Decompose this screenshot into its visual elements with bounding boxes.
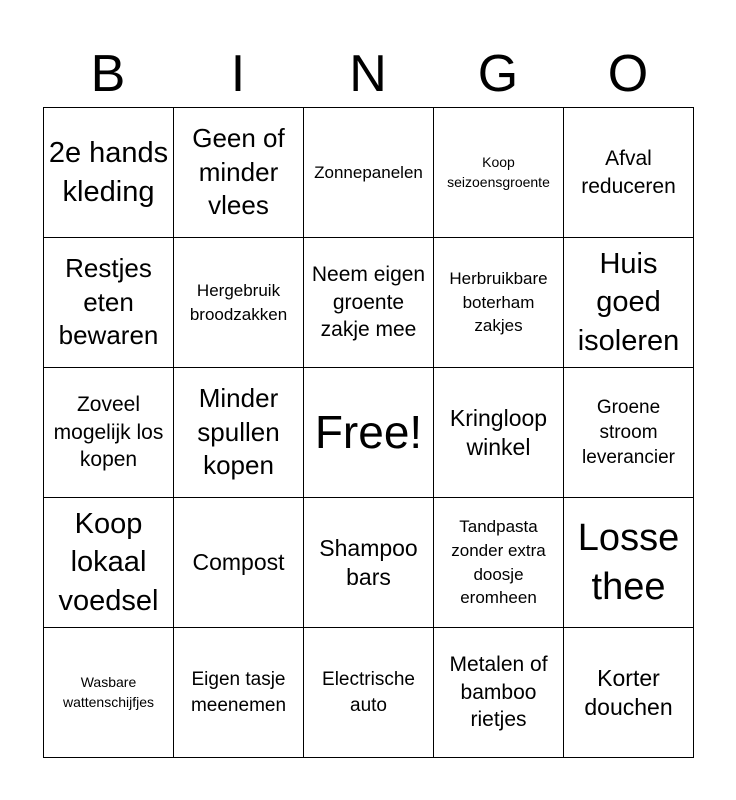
bingo-cell	[564, 498, 694, 628]
cell-text: 2e hands kleding	[48, 137, 169, 208]
bingo-cell	[434, 108, 564, 238]
bingo-cell	[304, 628, 434, 758]
cell-text: Koop lokaal voedsel	[58, 508, 159, 617]
cell-text: Koop seizoensgroente	[447, 153, 550, 190]
header-letter-n: N	[349, 45, 387, 103]
bingo-cell	[304, 108, 434, 238]
header-letter-o: O	[607, 45, 649, 103]
cell-text: Eigen tasje meenemen	[190, 669, 287, 716]
bingo-cell	[434, 498, 564, 628]
free-space-text: Free!	[314, 405, 423, 458]
bingo-cell	[44, 368, 174, 498]
bingo-grid	[43, 107, 694, 758]
cell-text: Huis goed isoleren	[577, 248, 680, 357]
cell-text: Neem eigen groente zakje mee	[311, 262, 426, 342]
header-letter-b: B	[90, 45, 126, 103]
bingo-cell	[564, 238, 694, 368]
cell-text: Compost	[192, 549, 285, 576]
bingo-cell	[174, 108, 304, 238]
cell-text: Geen of minder vlees	[192, 122, 285, 221]
cell-text: Metalen of bamboo rietjes	[449, 652, 548, 732]
bingo-cell	[434, 368, 564, 498]
cell-text: Afval reduceren	[581, 146, 676, 198]
bingo-cell	[44, 238, 174, 368]
cell-text: Minder spullen kopen	[197, 382, 280, 481]
cell-text: Korter douchen	[584, 664, 673, 720]
header-letter-i: I	[230, 45, 246, 103]
cell-text: Wasbare wattenschijfjes	[62, 673, 155, 710]
cell-text: Herbruikbare boterham zakjes	[449, 268, 548, 336]
bingo-cell	[174, 628, 304, 758]
bingo-cell	[564, 108, 694, 238]
cell-text: Tandpasta zonder extra doosje eromheen	[451, 516, 546, 608]
header-letter-g: G	[477, 45, 519, 103]
cell-text: Kringloop winkel	[449, 404, 548, 460]
cell-text: Shampoo bars	[319, 534, 418, 590]
free-space-cell	[304, 368, 434, 498]
bingo-cell	[434, 628, 564, 758]
bingo-cell	[174, 238, 304, 368]
bingo-header	[43, 40, 693, 108]
bingo-cell	[564, 368, 694, 498]
bingo-cell	[564, 628, 694, 758]
cell-text: Zoveel mogelijk los kopen	[53, 392, 164, 472]
cell-text: Losse thee	[577, 516, 680, 608]
bingo-cell	[44, 108, 174, 238]
bingo-cell	[44, 498, 174, 628]
cell-text: Electrische auto	[322, 669, 415, 716]
bingo-cell	[304, 238, 434, 368]
bingo-cell	[434, 238, 564, 368]
cell-text: Hergebruik broodzakken	[189, 280, 288, 324]
bingo-cell	[174, 498, 304, 628]
cell-text: Restjes eten bewaren	[58, 252, 159, 351]
bingo-cell	[174, 368, 304, 498]
cell-text: Zonnepanelen	[314, 162, 423, 182]
bingo-cell	[44, 628, 174, 758]
cell-text: Groene stroom leverancier	[582, 396, 675, 469]
bingo-cell	[304, 498, 434, 628]
